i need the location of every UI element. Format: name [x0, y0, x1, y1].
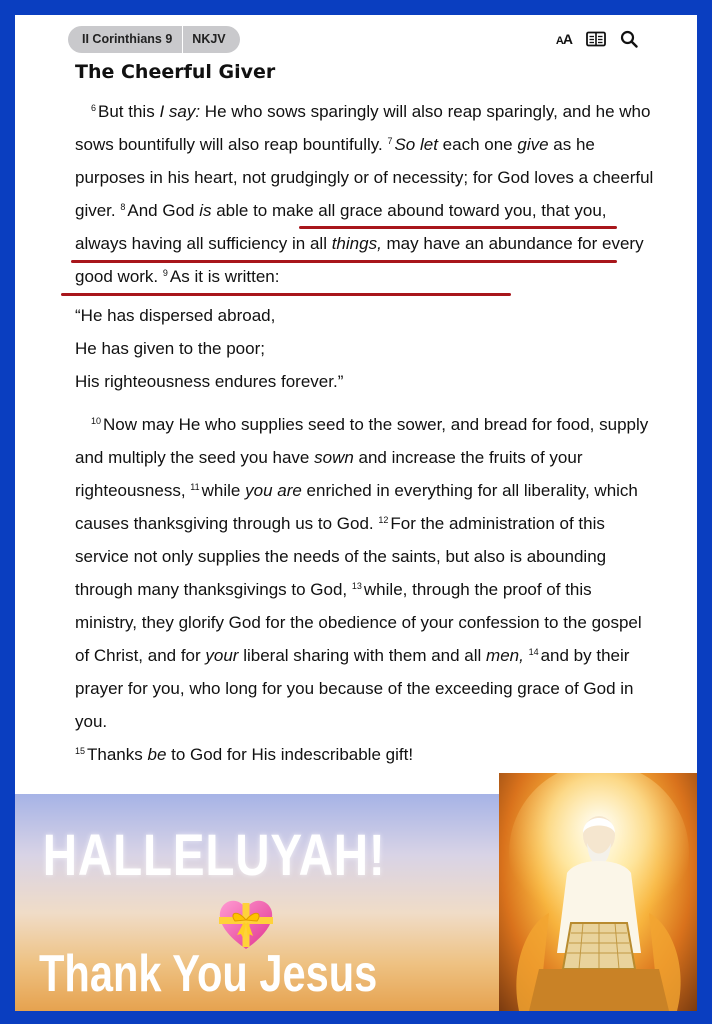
- halleluyah-text: HALLELUYAH!: [42, 823, 386, 888]
- thank-you-jesus-text: Thank You Jesus: [39, 945, 378, 1003]
- text-size-icon[interactable]: AA: [555, 31, 572, 47]
- poem-line: “He has dispersed abroad,: [75, 306, 276, 325]
- toolbar-actions: [556, 30, 638, 48]
- book-icon[interactable]: [586, 31, 606, 47]
- verse-number: 6: [91, 103, 97, 113]
- verse-number: 8: [120, 202, 126, 212]
- verse-number: 9: [162, 268, 168, 278]
- chapter-text: [75, 59, 655, 771]
- version-button[interactable]: NKJV: [192, 32, 226, 46]
- search-icon[interactable]: [620, 30, 638, 48]
- verse-number: 11: [190, 482, 200, 492]
- halleluyah-banner: [15, 794, 499, 1011]
- highlight-underline: [61, 293, 511, 296]
- verse-number: 7: [387, 136, 393, 146]
- reader-toolbar: [15, 15, 697, 63]
- poem-line: His righteousness endures forever.”: [75, 372, 344, 391]
- passage-selector[interactable]: [68, 26, 240, 53]
- verse-number: 12: [378, 515, 389, 525]
- book-chapter-button[interactable]: II Corinthians 9: [68, 26, 183, 53]
- section-heading: The Cheerful Giver: [75, 61, 276, 83]
- verse-number: 14: [528, 647, 539, 657]
- verse-number: 10: [91, 416, 102, 426]
- paragraph-verses-10-15: $^{10}$ Now may He who supplies seed to the sower, and bread for food, supply and multiply the seed you have sown and increase the fruits of your righteousness, $^{11}$ while you are enriched in everything for all liberality, which causes thanksgiving through us to God. $^{12}$ For the administration of this service not only supplies the needs of the saints, but also is abounding through many thanksgivings to God, $^{13}$ while, through the proof of this ministry, they glorify God for the obedience of your confession to the gospel of Christ, and for your liberal sharing with them and all men, $^{14}$ and by their prayer for you, who long for you because of the exceeding grace of God in you. $^{15}$ Thanks be to God for His indescribable gift!: [75, 415, 649, 764]
- paragraph-verses-6-9: $^6$ But this I say: He who sows sparingly will also reap sparingly, and he who sows bountifully will also reap bountifully. $^7$ So let each one give as he purposes in his heart, not grudgingly or of necessity; for God loves a cheerful giver. $^8$ And God is able to make all grace abound toward you, that you, always having all sufficiency in all things, may have an abundance for every good work. $^9$ As it is written:: [75, 102, 654, 286]
- quoted-poem: [75, 299, 655, 398]
- poem-line: He has given to the poor;: [75, 339, 265, 358]
- highlighted-verse-8[interactable]: And God is able to make all grace abound toward you, that you, always having all sufficiency in all things, may have an abundance for every good work.: [75, 201, 644, 286]
- verse-number: 13: [351, 581, 362, 591]
- bible-reader-page: [15, 15, 697, 1011]
- throne-of-god-image: [499, 773, 697, 1011]
- highlight-underline: [299, 226, 617, 229]
- highlight-underline: [71, 260, 617, 263]
- verse-number: 15: [75, 746, 86, 756]
